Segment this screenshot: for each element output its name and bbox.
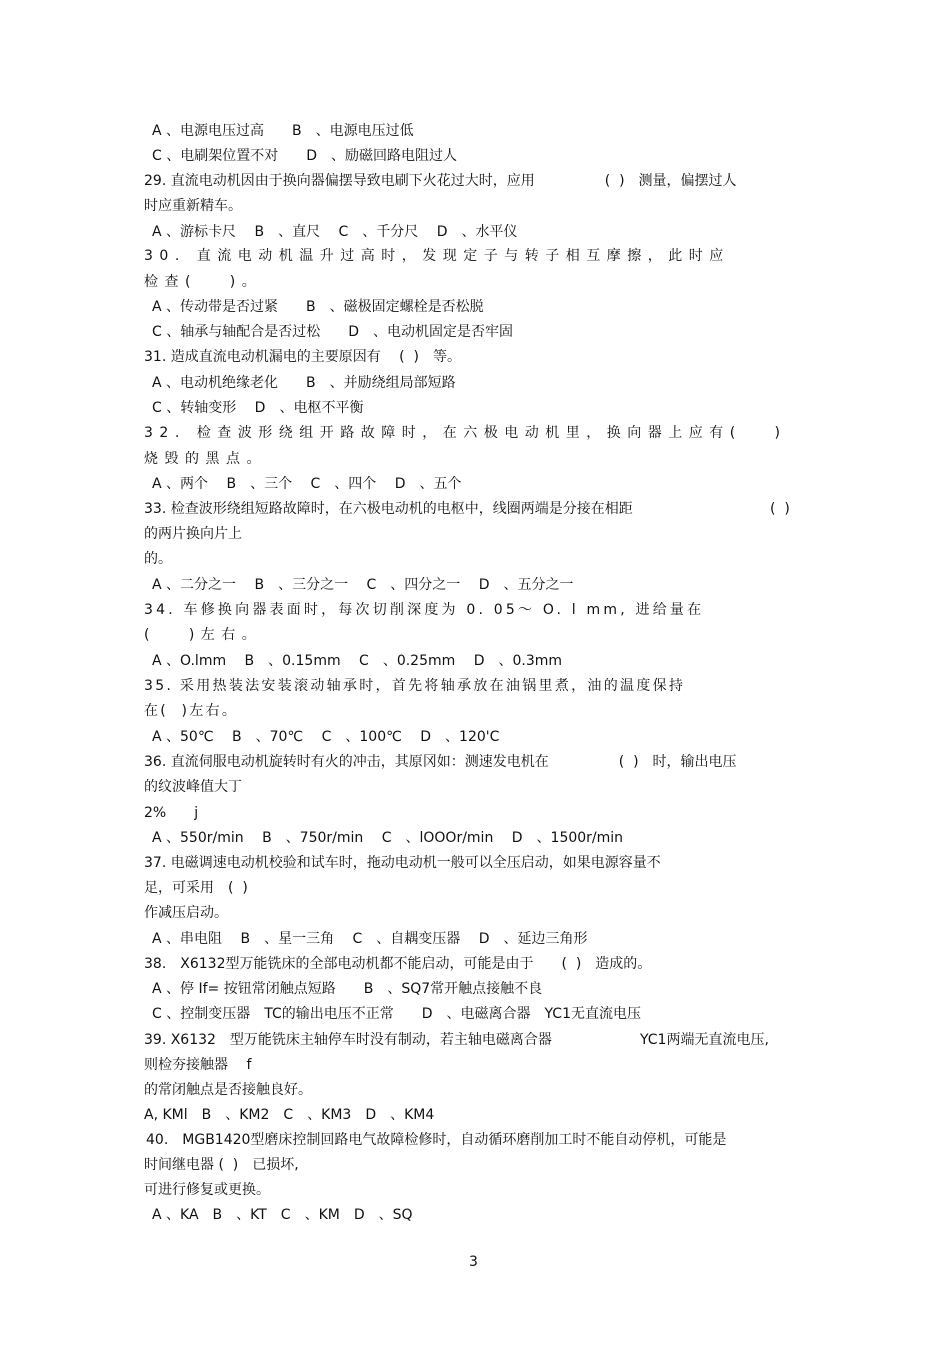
text-line: 在( )左右。 [144,703,239,719]
text-line: 时应重新精车。 [144,198,242,214]
text-line: 则检夯接触器 f [144,1057,252,1073]
text-line: A 、KA B 、KT C 、KM D 、SQ [152,1207,413,1223]
text-line: A, KMl B 、KM2 C 、KM3 D 、KM4 [144,1107,435,1123]
text-line: 29. 直流电动机因由于换向器偏摆导致电刷下火花过大时，应用 ( ) 测量，偏摆过人 [144,173,737,189]
text-line: C 、控制变压器 TC的输出电压不正常 D 、电磁离合器 YC1无直流电压 [152,1006,641,1022]
text-line: 检查( )。 [144,274,263,290]
text-line: 40. MGB1420型磨床控制回路电气故障检修时，自动循环磨削加工时不能自动停机，可能是 [146,1132,727,1148]
text-line: 烧毁的黑点。 [144,451,267,467]
text-line: 39. X6132 型万能铣床主轴停车时没有制动，若主轴电磁离合器 [144,1032,552,1048]
text-line: 35. 采用热装法安装滚动轴承时，首先将轴承放在油锅里煮，油的温度保持 [144,678,686,694]
text-line: 的常闭触点是否接触良好。 [144,1082,312,1098]
text-line: A 、停 If= 按钮常闭触点短路 B 、SQ7常开触点接触不良 [152,981,543,997]
text-line: 可进行修复或更换。 [144,1182,270,1198]
text-line: C 、电刷架位置不对 D 、励磁回路电阻过人 [152,148,458,164]
text-line: ( ) [770,501,790,517]
text-line: A 、传动带是否过紧 B 、磁极固定螺栓是否松脱 [152,299,484,315]
text-line: 足，可采用 ( ) [144,880,248,896]
text-line: C 、转轴变形 D 、电枢不平衡 [152,400,364,416]
text-line: 36. 直流伺服电动机旋转时有火的冲击，其原冈如：测速发电机在 ( ) 时，输出电压 [144,754,737,770]
text-line: A 、550r/min B 、750r/min C 、lOOOr/min D 、1500r/min [152,830,624,846]
text-line: 的两片换向片上 [144,526,242,542]
text-line: 的。 [144,551,172,567]
text-line: 34. 车修换向器表面时，每次切削深度为 0. 05～ O. l mm, 进给量在 [144,602,705,618]
text-line: 33. 检查波形绕组短路故障时，在六极电动机的电枢中，线圈两端是分接在相距 [144,501,633,517]
text-line: 38. X6132型万能铣床的全部电动机都不能启动，可能是由于 ( ) 造成的。 [144,956,652,972]
page-number: 3 [469,1254,478,1270]
text-line: A 、电源电压过高 B 、电源电压过低 [152,123,414,139]
text-line: A 、串电阻 B 、星一三角 C 、自耦变压器 D 、延边三角形 [152,931,588,947]
text-line: A 、二分之一 B 、三分之一 C 、四分之一 D 、五分之一 [152,577,574,593]
text-line: A 、50℃ B 、70℃ C 、100℃ D 、120'C [152,729,500,745]
text-line: C 、轴承与轴配合是否过松 D 、电动机固定是否牢固 [152,324,514,340]
text-line: A 、电动机绝缘老化 B 、并励绕组局部短路 [152,375,456,391]
text-line: ( )左右。 [144,627,263,643]
text-line: 30. 直流电动机温升过高时，发现定子与转子相互摩擦，此时应 [144,248,730,264]
text-line: 作减压启动。 [144,905,228,921]
text-line: 的纹波峰值大丁 [144,779,242,795]
text-line: YC1两端无直流电压, [640,1032,769,1048]
text-line: 32. 检查波形绕组开路故障时，在六极电动机里，换向器上应有( ) [144,425,787,441]
text-line: 37. 电磁调速电动机校验和试车时，拖动电动机一般可以全压启动，如果电源容量不 [144,855,661,871]
text-line: A 、两个 B 、三个 C 、四个 D 、五个 [152,476,462,492]
text-line: 2% j [144,805,199,821]
text-line: 31. 造成直流电动机漏电的主要原因有 ( ) 等。 [144,349,461,365]
text-line: 时间继电器 ( ) 已损坏, [144,1157,299,1173]
text-line: A 、游标卡尺 B 、直尺 C 、千分尺 D 、水平仪 [152,224,518,240]
text-line: A 、O.lmm B 、0.15mm C 、0.25mm D 、0.3mm [152,653,563,669]
